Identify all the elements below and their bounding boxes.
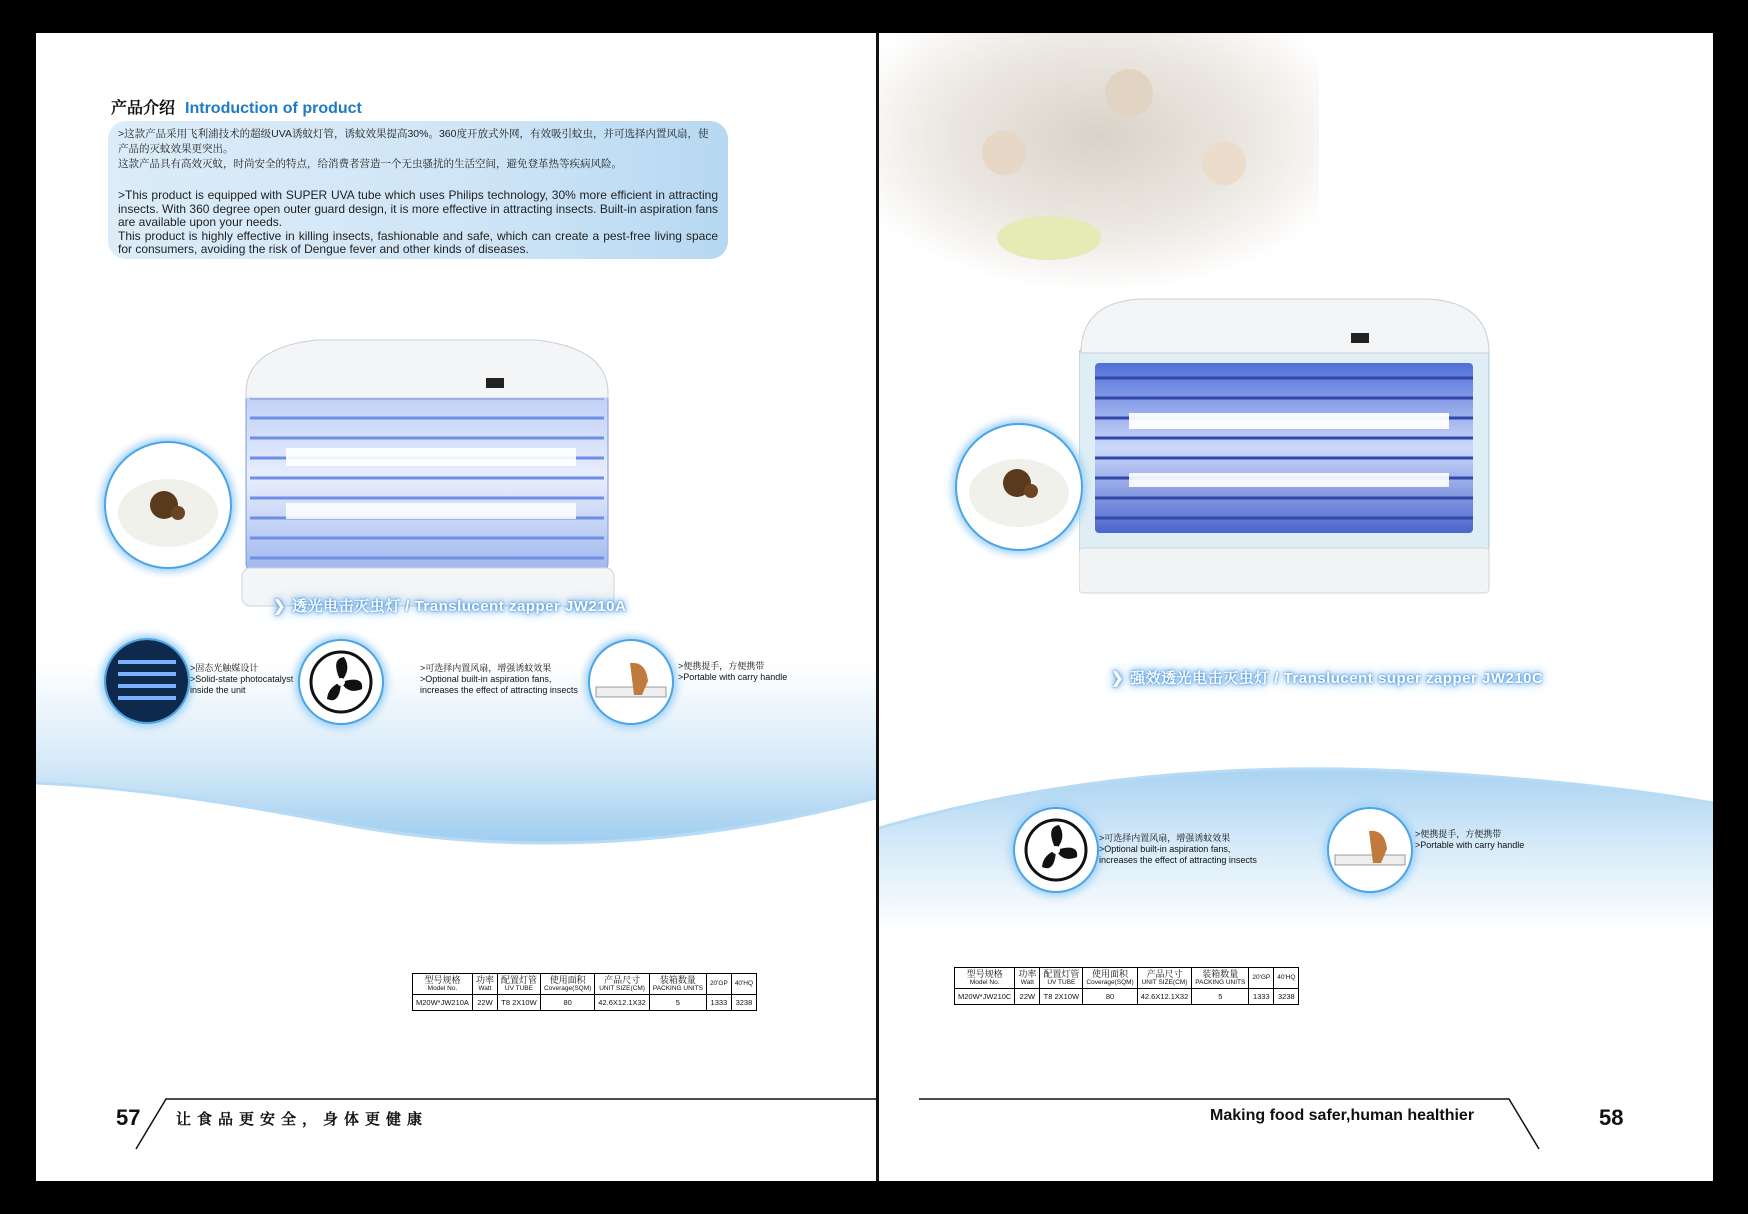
dead-insects-inset [104, 441, 232, 569]
spec-header: 型号规格 Model No. [413, 974, 473, 995]
spec-cell: 42.6X12.1X32 [1137, 989, 1192, 1005]
page-number-left: 57 [116, 1105, 141, 1130]
spec-data-row [413, 995, 757, 1011]
spec-cell: 1333 [706, 995, 731, 1011]
intro-box [108, 121, 728, 259]
spec-table-jw210c [954, 967, 1299, 1005]
spec-cell: 5 [1192, 989, 1249, 1005]
spec-header: 使用面积 Coverage(SQM) [540, 974, 594, 995]
footer-slogan-en: Making food safer,human healthier [1210, 1107, 1475, 1124]
spec-data-row [955, 989, 1299, 1005]
intro-text-cn: >这款产品采用飞利浦技术的超级UVA诱蚊灯管，诱蚊效果提高30%。360度开放式外网，有效吸引蚊虫，并可选择内置风扇，使产品的灭蚊效果更突出。 这款产品具有高效灭蚊，时尚安全的特点，给消费者营造一个无虫骚扰的生活空间，避免登革热等疾病风险。 [118, 128, 709, 170]
feature-text-handle: >便携提手，方便携带 >Portable with carry handle [678, 661, 788, 682]
feature-text-photocatalyst: >固态光触媒设计 >Solid-state photocatalyst inside the unit [190, 663, 294, 695]
spec-cell: 22W [472, 995, 497, 1011]
section-title [111, 95, 362, 118]
spec-header-row [413, 974, 757, 995]
spec-cell: T8 2X10W [1040, 989, 1083, 1005]
product-image-jw210a [236, 318, 676, 618]
spec-cell: 3238 [731, 995, 756, 1011]
spec-table-jw210a [412, 973, 757, 1011]
spec-header: 40'HQ [1274, 968, 1299, 989]
spec-header: 型号规格 Model No. [955, 968, 1015, 989]
spec-header: 配置灯管 UV TUBE [1040, 968, 1083, 989]
footer-slogan-cn: 让食品更安全，身体更健康 [176, 1111, 429, 1128]
page-number-right: 58 [1599, 1105, 1624, 1130]
spec-cell: 22W [1015, 989, 1040, 1005]
section-title-en: Introduction of product [185, 100, 362, 117]
spec-header: 20'GP [1249, 968, 1274, 989]
spec-cell: 42.6X12.1X32 [595, 995, 650, 1011]
spec-cell: M20W*JW210C [955, 989, 1015, 1005]
dead-insects-inset [955, 423, 1083, 551]
spec-header-row [955, 968, 1299, 989]
right-page [879, 33, 1713, 1181]
spec-header: 配置灯管 UV TUBE [497, 974, 540, 995]
fan-icon [1013, 807, 1099, 893]
spec-header: 装箱数量 PACKING UNITS [1192, 968, 1249, 989]
carry-handle-icon [588, 639, 674, 725]
footer-line-left [36, 1091, 876, 1151]
spec-cell: 80 [540, 995, 594, 1011]
spec-cell: M20W*JW210A [413, 995, 473, 1011]
spec-cell: T8 2X10W [497, 995, 540, 1011]
product-caption-jw210c: ❯ 强效透光电击灭虫灯 / Translucent super zapper JW210C [1111, 670, 1544, 687]
product-caption-jw210a: ❯ 透光电击灭虫灯 / Translucent zapper JW210A [273, 598, 627, 615]
spec-header: 产品尺寸 UNIT SIZE(CM) [1137, 968, 1192, 989]
section-title-cn: 产品介绍 [111, 100, 176, 117]
spec-cell: 80 [1083, 989, 1137, 1005]
family-photo [879, 33, 1319, 293]
photocatalyst-icon [104, 638, 190, 724]
spec-header: 40'HQ [731, 974, 756, 995]
spec-header: 功率 Watt [472, 974, 497, 995]
feature-text-fan: >可选择内置风扇，增强诱蚊效果 >Optional built-in aspiration fans, increases the effect of attracting insects [420, 663, 578, 695]
left-page [36, 33, 876, 1181]
spec-cell: 1333 [1249, 989, 1274, 1005]
wave-band [879, 733, 1713, 933]
fan-icon [298, 639, 384, 725]
spec-cell: 3238 [1274, 989, 1299, 1005]
feature-text-handle: >便携提手，方便携带 >Portable with carry handle [1415, 829, 1525, 850]
spec-header: 装箱数量 PACKING UNITS [649, 974, 706, 995]
carry-handle-icon [1327, 807, 1413, 893]
spec-header: 产品尺寸 UNIT SIZE(CM) [595, 974, 650, 995]
spec-header: 使用面积 Coverage(SQM) [1083, 968, 1137, 989]
spec-header: 功率 Watt [1015, 968, 1040, 989]
spec-cell: 5 [649, 995, 706, 1011]
intro-text-en: >This product is equipped with SUPER UVA tube which uses Philips technology, 30% more efficient in attracting insects. With 360 degree open outer guard design, it is more effective in attracting insects. Built-in aspiration fans are available upon your needs. This product is highly effective in killing insects, fashionable and safe, which can create a pest-free living space for consumers, avoiding the risk of Dengue fever and other kinds of diseases. [118, 188, 718, 256]
product-image-jw210c [1079, 273, 1519, 603]
spec-header: 20'GP [706, 974, 731, 995]
feature-text-fan: >可选择内置风扇，增强诱蚊效果 >Optional built-in aspiration fans, increases the effect of attracting insects [1099, 833, 1257, 865]
